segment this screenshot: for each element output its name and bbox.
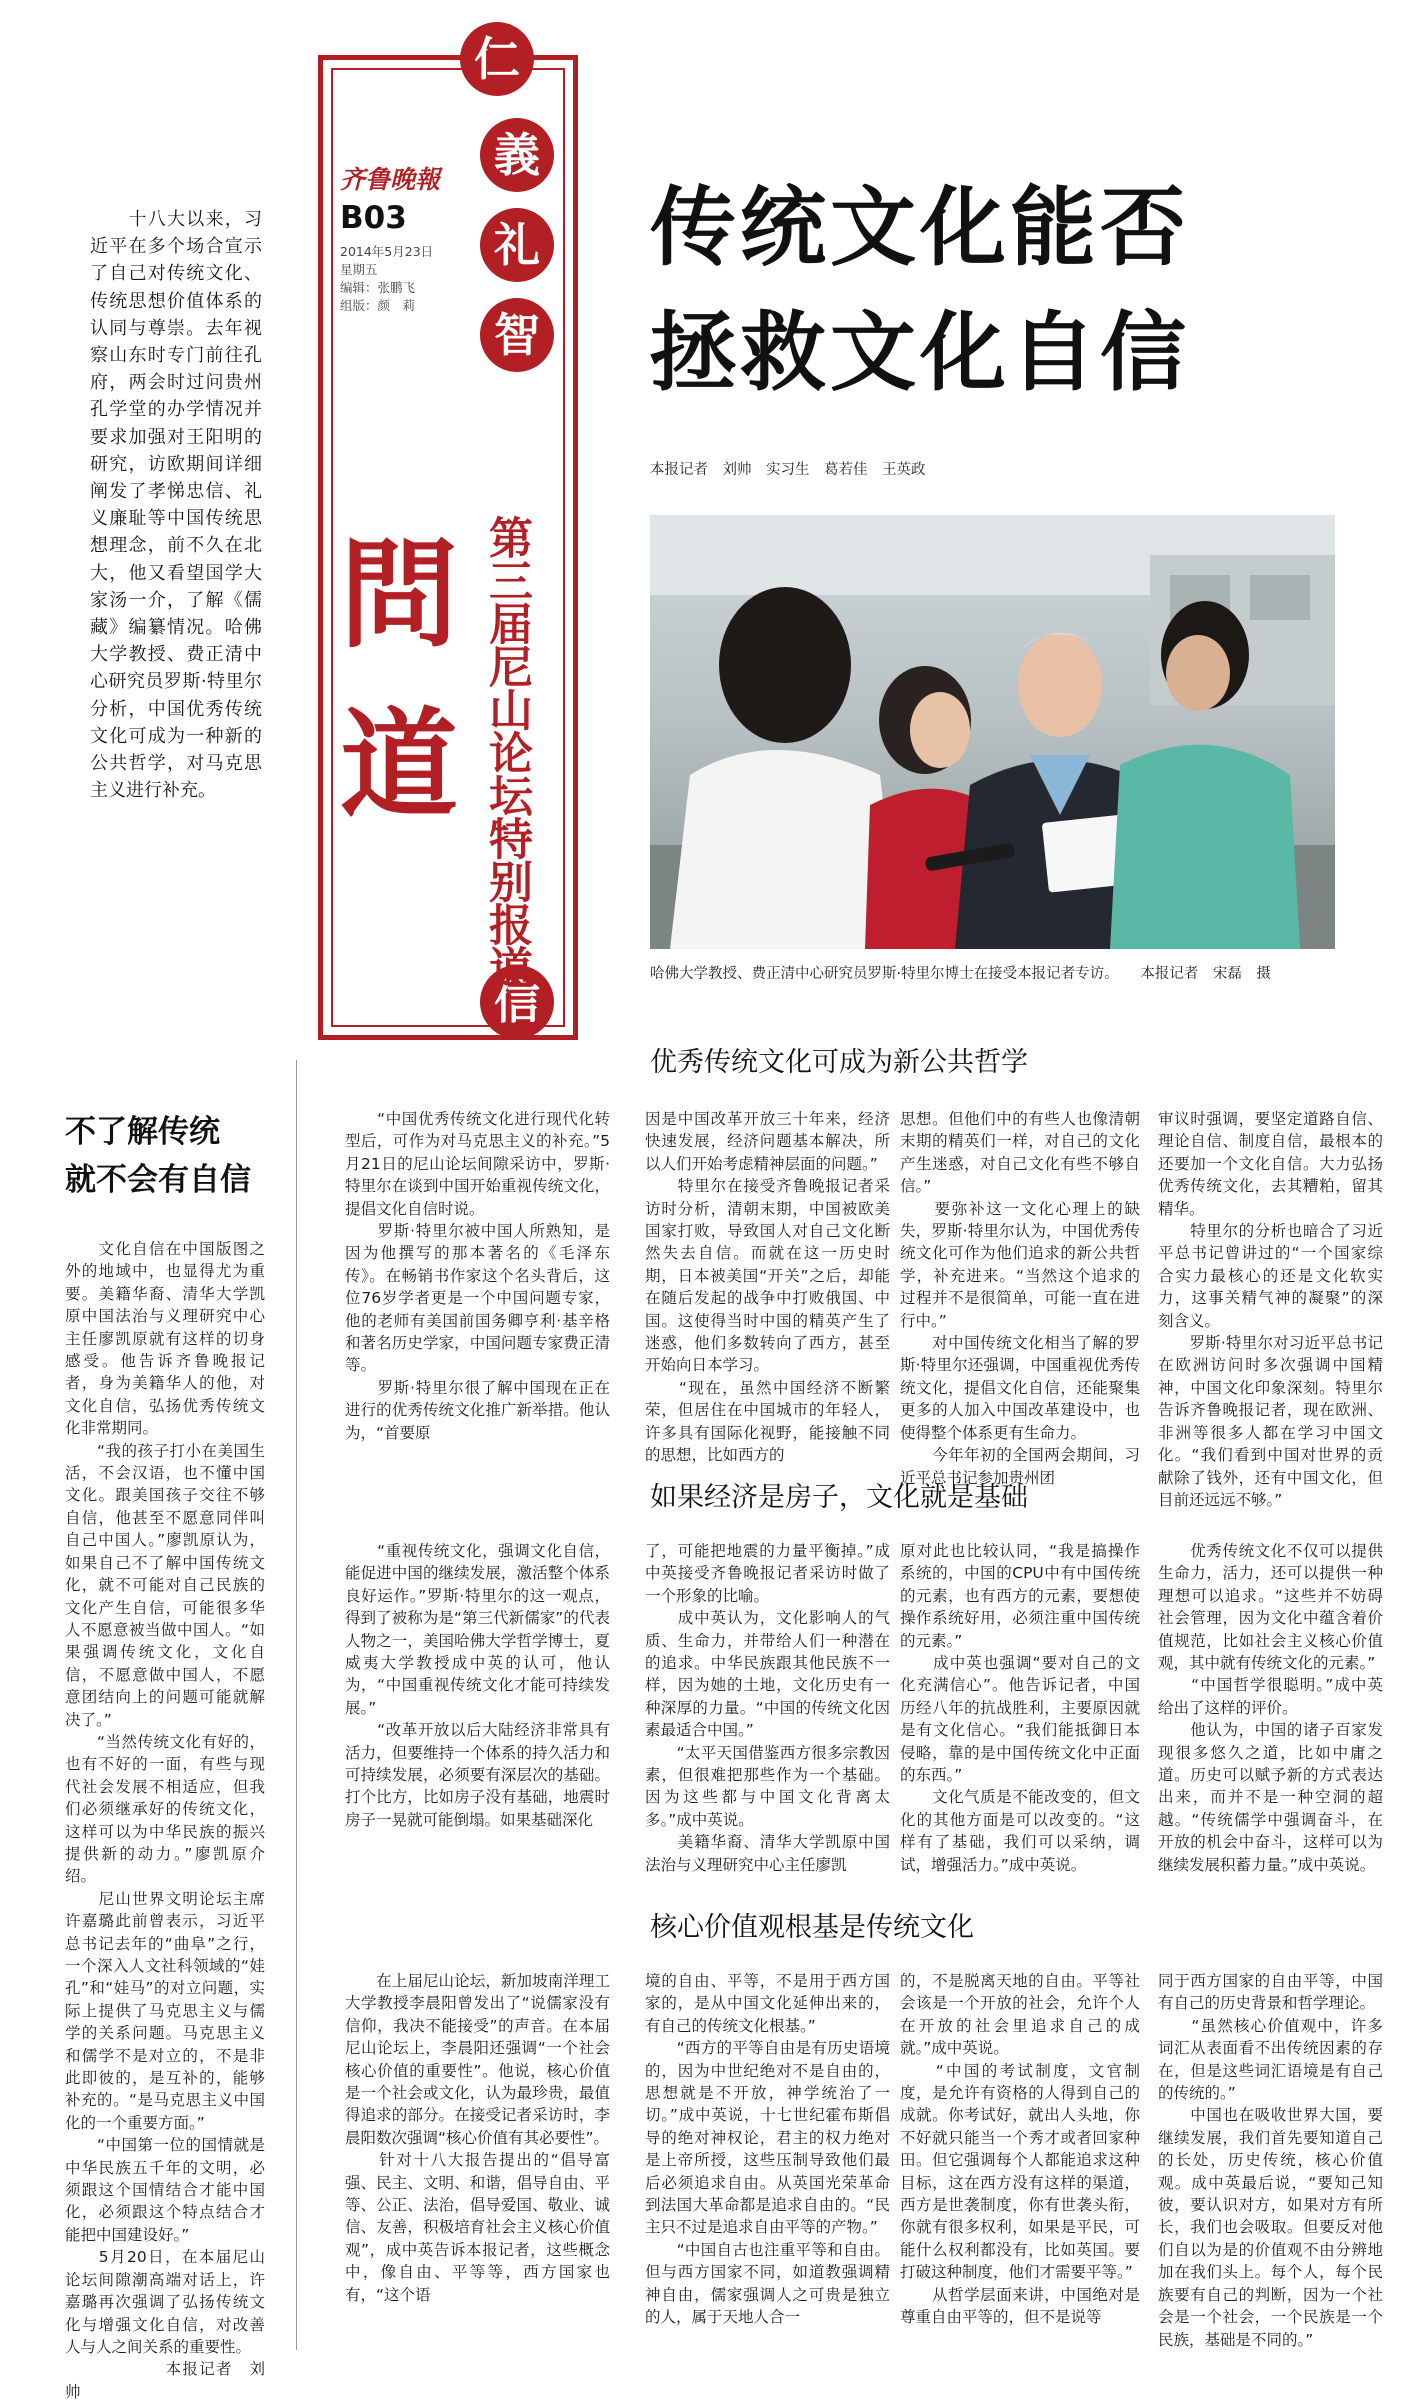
column-title-dao: 道 bbox=[340, 695, 459, 834]
page-number: B03 bbox=[340, 200, 407, 236]
seal-xin: 信 bbox=[480, 965, 554, 1039]
issue-weekday: 星期五 bbox=[340, 262, 378, 277]
section-1-column-1: “中国优秀传统文化进行现代化转型后，可作为对马克思主义的补充。”5月21日的尼山论坛间隙采访中，罗斯·特里尔在谈到中国开始重视传统文化，提倡文化自信时说。 罗斯·特里尔被中国人所熟知，是因为他撰写的那本著名的《毛泽东传》。在畅销书作家这个名头背后，这位76岁学者更是一个中国问题专家，他的老师有美国前国务卿亨利·基辛格和著名历史学家，中国问题专家费正清等。 罗斯·特里尔很了解中国现在正在进行的优秀传统文化推广新举措。他认为，“首要原 bbox=[345, 1110, 610, 1442]
headline-line-2: 拯救文化自信 bbox=[650, 303, 1190, 403]
section-2-column-1: “重视传统文化，强调文化自信，能促进中国的继续发展，激活整个体系良好运作。”罗斯·特里尔的这一观点，得到了被称为是“第三代新儒家”的代表人物之一，美国哈佛大学哲学博士，夏威夷大学教授成中英的认可，他认为，“中国重视传统文化才能可持续发展。” “改革开放以后大陆经济非常具有活力，但要维持一个体系的持久活力和可持续发展，必须要有深层次的基础。打个比方，比如房子没有基础，地震时房子一晃就可能倒塌。如果基础深化 bbox=[345, 1542, 610, 1829]
section-3-column-1: 在上届尼山论坛，新加坡南洋理工大学教授李晨阳曾发出了“说儒家没有信仰，我决不能接受”的声音。在本届尼山论坛上，李晨阳还强调“一个社会核心价值的重要性”。他说，核心价值是一个社会或文化，认为最珍贵，最值得追求的部分。在接受记者采访时，李晨阳数次强调“核心价值有其必要性”。 针对十八大报告提出的“倡导富强、民主、文明、和谐，倡导自由、平等、公正、法治，倡导爱国、敬业、诚信、友善，积极培育社会主义核心价值观”，成中英告诉本报记者，这些概念中，像自由、平等等，西方国家也有，“这个语 bbox=[345, 1972, 610, 2304]
section-2-title: 如果经济是房子，文化就是基础 bbox=[650, 1482, 1028, 1513]
seal-yi: 義 bbox=[480, 118, 554, 192]
photo-caption: 哈佛大学教授、费正清中心研究员罗斯·特里尔博士在接受本报记者专访。 本报记者 宋磊 摄 bbox=[650, 966, 1271, 982]
side-heading-line-2: 就不会有自信 bbox=[65, 1162, 251, 1198]
section-3-title: 核心价值观根基是传统文化 bbox=[650, 1912, 974, 1943]
issue-date: 2014年5月23日 bbox=[340, 244, 434, 259]
side-heading-line-1: 不了解传统 bbox=[65, 1114, 220, 1150]
section-3-column-2: 境的自由、平等，不是用于西方国家的，是从中国文化延伸出来的，有自己的传统文化根基。” “西方的平等自由是有历史语境的，因为中世纪绝对不是自由的，思想就是不开放，神学统治了一切。”成中英说，十七世纪霍布斯倡导的绝对神权论，君主的权力绝对是上帝所授，这些压制导致他们最后必须追求自由。从英国光荣革命到法国大革命都是追求自由的。“民主只不过是追求自由平等的产物。” “中国自古也注重平等和自由。但与西方国家不同，如道教强调精神自由，儒家强调人之可贵是独立的人，属于天地人合一 bbox=[645, 1972, 890, 2327]
section-3-column-4: 同于西方国家的自由平等，中国有自己的历史背景和哲学理论。 “虽然核心价值观中，许多词汇从表面看不出传统因素的存在，但是这些词汇语境是有自己的传统的。” 中国也在吸收世界大国，要继续发展，我们首先要知道自己的长处，历史传统，核心价值观。成中英最后说，“要知己知彼，要认识对方，如果对方有所长，我们也会吸取。但要反对他们自以为是的价值观不由分辨地加在我们头上。每个人，每个民族要有自己的判断，因为一个社会是一个社会，一个民族是一个民族，基础是不同的。” bbox=[1158, 1972, 1383, 2349]
paper-logo: 齐鲁晚報 bbox=[340, 165, 441, 194]
column-title-wen: 問 bbox=[340, 525, 459, 664]
section-1-column-2: 因是中国改革开放三十年来，经济快速发展，经济问题基本解决，所以人们开始考虑精神层面的问题。” 特里尔在接受齐鲁晚报记者采访时分析，清朝末期，中国被欧美国家打败，导致国人对自己文化断然失去自信。而就在这一历史时期，日本被美国“开关”之后，却能在随后发起的战争中打败俄国、中国。这使得当时中国的精英产生了迷惑，他们多数转向了西方，甚至开始向日本学习。 “现在，虽然中国经济不断繁荣，但居住在中国城市的年轻人，许多具有国际化视野，能接触不同的思想，比如西方的 bbox=[645, 1110, 890, 1465]
seal-ren: 仁 bbox=[460, 22, 534, 96]
layout-credit: 组版：颜 莉 bbox=[340, 298, 416, 313]
section-2-column-2: 了，可能把地震的力量平衡掉。”成中英接受齐鲁晚报记者采访时做了一个形象的比喻。 成中英认为，文化影响人的气质、生命力，并带给人们一种潜在的追求。中华民族跟其他民族不一样，因为她的土地，文化历史有一种深厚的力量。“中国的传统文化因素最适合中国。” “太平天国借鉴西方很多宗教因素，但很难把那些作为一个基础。因为这些都与中国文化背离太多。”成中英说。 美籍华裔、清华大学凯原中国法治与义理研究中心主任廖凯 bbox=[645, 1542, 890, 1874]
news-photo bbox=[650, 515, 1335, 949]
section-1-column-3: 思想。但他们中的有些人也像清朝末期的精英们一样，对自己的文化产生迷惑，对自己文化有些不够自信。” 要弥补这一文化心理上的缺失，罗斯·特里尔认为，中国优秀传统文化可作为他们追求的新公共哲学，补充进来。“当然这个追求的过程并不是很简单，可能一直在进行中。” 对中国传统文化相当了解的罗斯·特里尔还强调，中国重视优秀传统文化，提倡文化自信，还能聚集更多的人加入中国改革建设中，也使得整个体系更有生命力。 今年年初的全国两会期间，习近平总书记参加贵州团 bbox=[900, 1110, 1140, 1487]
editor-credit: 编辑：张鹏飞 bbox=[340, 280, 416, 295]
byline: 本报记者 刘帅 实习生 葛若佳 王英政 bbox=[650, 462, 926, 478]
side-article: 文化自信在中国版图之外的地域中，也显得尤为重要。美籍华裔、清华大学凯原中国法治与义理研究中心主任廖凯原就有这样的切身感受。他告诉齐鲁晚报记者，身为美籍华人的他，对文化自信，弘扬优秀传统文化非常期同。 “我的孩子打小在美国生活，不会汉语，也不懂中国文化。跟美国孩子交往不够自信，他甚至不愿意同伴叫自己中国人。”廖凯原认为，如果自己不了解中国传统文化，就不可能对自己民族的文化产生自信，可能很多华人不愿意被当做中国人。“如果强调传统文化，文化自信，不愿意做中国人，不愿意团结向上的问题可能就解决了。” “当然传统文化有好的，也有不好的一面，有些与现代社会发展不相适应，但我们必须继承好的传统文化，这样可以为中华民族的振兴提供新的动力。”廖凯原介绍。 尼山世界文明论坛主席许嘉璐此前曾表示，习近平总书记去年的“曲阜”之行，一个深入人文社科领域的“娃孔”和“娃马”的对立问题，实际上提供了马克思主义与儒学的关系问题。马克思主义和儒学不是对立的，不是非此即彼的，是互补的，能够补充的。“是马克思主义中国化的一个重要方面。” “中国第一位的国情就是中华民族五千年的文明，必须跟这个国情结合才能中国化，必须跟这个特点结合才能把中国建设好。” 5月20日，在本届尼山论坛间隙潮高端对话上，许嘉璐再次强调了弘扬传统文化与增强文化自信，对改善人与人之间关系的重要性。 本报记者 刘帅 bbox=[65, 1240, 265, 2401]
seal-li: 礼 bbox=[480, 208, 554, 282]
section-1-title: 优秀传统文化可成为新公共哲学 bbox=[650, 1047, 1028, 1078]
section-3-column-3: 的，不是脱离天地的自由。平等社会该是一个开放的社会，允许个人在开放的社会里追求自己的成就。”成中英说。 “中国的考试制度，文官制度，是允许有资格的人得到自己的成就。你考试好，就出人头地，你不好就只能当一个秀才或者回家种田。但它强调每个人都能追求这种目标，这在西方没有这样的渠道，西方是世袭制度，你有世袭头衔，你就有很多权利，如果是平民，可能什么权利都没有，比如英国。要打破这种制度，他们才需要平等。” 从哲学层面来讲，中国绝对是尊重自由平等的，但不是说等 bbox=[900, 1972, 1140, 2327]
column-divider bbox=[296, 1060, 297, 2350]
interview-scene-illustration bbox=[650, 515, 1335, 949]
section-1-column-4: 审议时强调，要坚定道路自信、理论自信、制度自信，最根本的还要加一个文化自信。大力弘扬优秀传统文化，去其糟粕，留其精华。 特里尔的分析也暗合了习近平总书记曾讲过的“一个国家综合实力最核心的还是文化软实力，这事关精气神的凝聚”的深刻含义。 罗斯·特里尔对习近平总书记在欧洲访问时多次强调中国精神，中国文化印象深刻。特里尔告诉齐鲁晚报记者，现在欧洲、非洲等很多人都在学习中国文化。“我们看到中国对世界的贡献除了钱外，还有中国文化，但目前还远远不够。” bbox=[1158, 1110, 1383, 1509]
special-report-label: 第三届尼山论坛特别报道 bbox=[481, 515, 532, 988]
section-2-column-4: 优秀传统文化不仅可以提供生命力，活力，还可以提供一种理想可以追求。“这些并不妨碍社会管理，因为文化中蕴含着价值规范，比如社会主义核心价值观，其中就有传统文化的元素。” “中国哲学很聪明。”成中英给出了这样的评价。 他认为，中国的诸子百家发现很多悠久之道，比如中庸之道。历史可以赋予新的方式表达出来，而并不是一种空洞的超越。“传统儒学中强调奋斗，在开放的机会中奋斗，这样可以为继续发展积蓄力量。”成中英说。 bbox=[1158, 1542, 1383, 1874]
headline-line-1: 传统文化能否 bbox=[650, 178, 1190, 278]
section-2-column-3: 原对此也比较认同，“我是搞操作系统的，中国的CPU中有中国传统的元素，也有西方的元素，要想使操作系统好用，必须注重中国传统的元素。” 成中英也强调“要对自己的文化充满信心”。他告诉记者，中国历经八年的抗战胜利，主要原因就是有文化信心。“我们能抵御日本侵略，靠的是中国传统文化中正面的东西。” 文化气质是不能改变的，但文化的其他方面是可以改变的。“这样有了基础，我们可以采纳，调试，增强活力。”成中英说。 bbox=[900, 1542, 1140, 1874]
seal-zhi: 智 bbox=[480, 298, 554, 372]
intro-paragraph: 十八大以来，习近平在多个场合宣示了自己对传统文化、传统思想价值体系的认同与尊崇。去年视察山东时专门前往孔府，两会时过问贵州孔学堂的办学情况并要求加强对王阳明的研究，访欧期间详细阐发了孝悌忠信、礼义廉耻等中国传统思想理念，前不久在北大，他又看望国学大家汤一介，了解《儒藏》编纂情况。哈佛大学教授、费正清中心研究员罗斯·特里尔分析，中国优秀传统文化可成为一种新的公共哲学，对马克思主义进行补充。 bbox=[90, 209, 262, 802]
